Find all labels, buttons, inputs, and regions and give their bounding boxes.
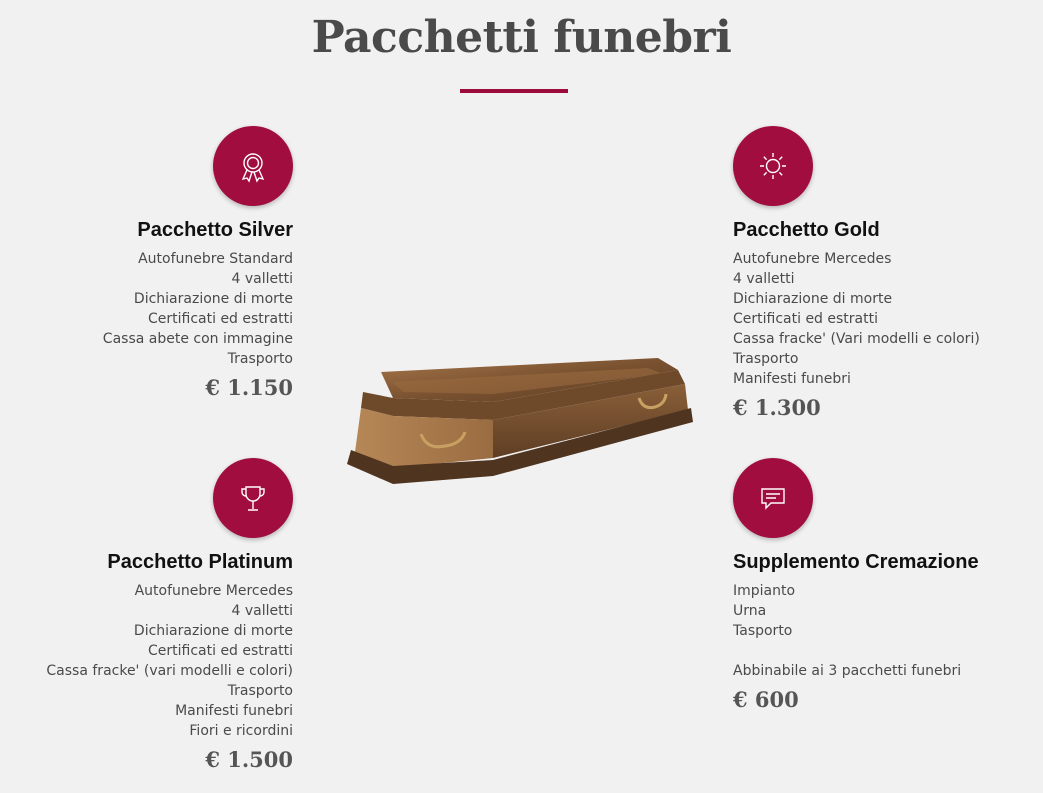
list-item: Certificati ed estratti: [733, 311, 878, 327]
list-item: Urna: [733, 603, 767, 619]
package-name: Pacchetto Gold: [733, 219, 880, 241]
list-item: Certificati ed estratti: [148, 311, 293, 327]
list-item: Trasporto: [227, 351, 293, 367]
package-items: [103, 249, 293, 369]
list-item: Trasporto: [733, 351, 799, 367]
package-items: [733, 581, 979, 681]
award-rosette-icon: [213, 126, 293, 206]
package-cremazione: [733, 551, 979, 712]
title-underline: [460, 89, 568, 93]
package-name: Pacchetto Silver: [137, 219, 293, 241]
trophy-icon: [213, 458, 293, 538]
list-item: Manifesti funebri: [175, 703, 293, 719]
package-items: [733, 249, 980, 389]
package-gold: [733, 219, 980, 420]
package-price: € 1.150: [205, 375, 293, 400]
list-item: 4 valletti: [231, 603, 293, 619]
list-item: Dichiarazione di morte: [133, 623, 293, 639]
list-item: Tasporto: [733, 623, 793, 639]
list-item: Dichiarazione di morte: [733, 291, 893, 307]
list-item: Abbinabile ai 3 pacchetti funebri: [733, 663, 962, 679]
sun-icon: [733, 126, 813, 206]
coffin-image: [333, 350, 693, 490]
list-item: Cassa fracke' (vari modelli e colori): [46, 663, 293, 679]
list-item: Manifesti funebri: [733, 371, 851, 387]
list-item: Certificati ed estratti: [148, 643, 293, 659]
package-price: € 1.500: [205, 747, 293, 772]
page-title: Pacchetti funebri: [311, 12, 732, 63]
list-spacer: [733, 641, 979, 661]
package-platinum: [46, 551, 293, 772]
list-item: Fiori e ricordini: [189, 723, 293, 739]
message-icon: [733, 458, 813, 538]
list-item: 4 valletti: [733, 271, 795, 287]
package-name: Pacchetto Platinum: [107, 551, 293, 573]
list-item: 4 valletti: [231, 271, 293, 287]
list-item: Trasporto: [227, 683, 293, 699]
list-item: Cassa abete con immagine: [102, 331, 293, 347]
package-price: € 600: [733, 687, 799, 712]
package-name: Supplemento Cremazione: [733, 551, 979, 573]
package-silver: [103, 219, 293, 400]
list-item: Autofunebre Mercedes: [134, 583, 293, 599]
package-price: € 1.300: [733, 395, 821, 420]
list-item: Cassa fracke' (Vari modelli e colori): [733, 331, 980, 347]
list-item: Dichiarazione di morte: [133, 291, 293, 307]
list-item: Impianto: [733, 583, 796, 599]
package-items: [46, 581, 293, 741]
list-item: Autofunebre Mercedes: [733, 251, 892, 267]
list-item: Autofunebre Standard: [138, 251, 293, 267]
